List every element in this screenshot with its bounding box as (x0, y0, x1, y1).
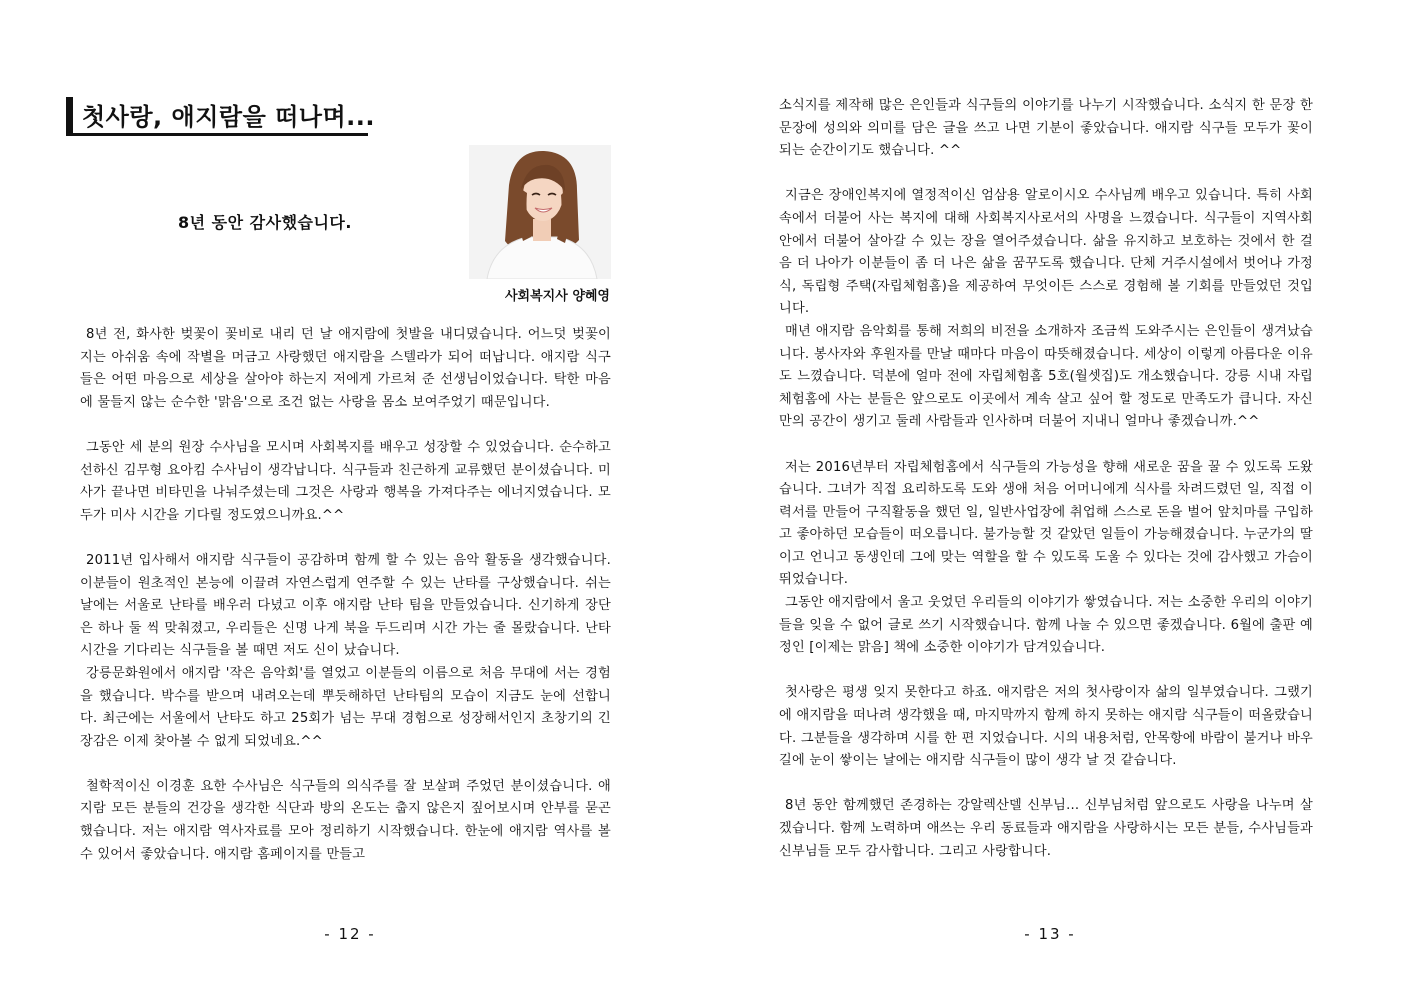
author-caption: 사회복지사 양혜영 (505, 289, 610, 304)
page-number: - 12 - (324, 925, 376, 943)
paragraph: 철학적이신 이경훈 요한 수사님은 식구들의 의식주를 잘 보살펴 주었던 분이셨습니다. 애지람 모든 분들의 건강을 생각한 식단과 방의 온도는 춥지 않은지 짚어보시며 안부를 묻곤 했습니다. 저는 애지람 역사자료를 모아 정리하기 시작했습니다. 한눈에 애지람 역사를 볼 수 있어서 좋았습니다. 애지람 홈페이지를 만들고 (80, 778, 611, 862)
paragraph: 매년 애지람 음악회를 통해 저희의 비전을 소개하자 조금씩 도와주시는 은인들이 생겨났습니다. 봉사자와 후원자를 만날 때마다 마음이 따뜻해졌습니다. 세상이 이렇게 아름다운 이유도 느꼈습니다. 덕분에 얼마 전에 자립체험홈 5호(월셋집)도 개소했습니다. 강릉 시내 자립체험홈에 사는 분들은 앞으로도 이곳에서 계속 살고 싶어 할 정도로 만족도가 큽니다. 자신만의 공간이 생기고 둘레 사람들과 인사하며 더불어 지내니 얼마나 좋겠습니까.^^ (779, 323, 1313, 430)
paragraph: 첫사랑은 평생 잊지 못한다고 하죠. 애지람은 저의 첫사랑이자 삶의 일부였습니다. 그랬기에 애지람을 떠나려 생각했을 때, 마지막까지 함께 하지 못하는 애지람 식구들이 떠올랐습니다. 그분들을 생각하며 시를 한 편 지었습니다. 시의 내용처럼, 안목항에 바람이 불거나 바우길에 눈이 쌓이는 날에는 애지람 식구들이 많이 생각 날 것 같습니다. (779, 685, 1313, 769)
page-number: - 13 - (1024, 925, 1076, 943)
right-body-text (779, 95, 1313, 863)
paragraph: 8년 전, 화사한 벚꽃이 꽃비로 내리 던 날 애지람에 첫발을 내디뎠습니다. 어느덧 벚꽃이 지는 아쉬움 속에 작별을 머금고 사랑했던 애지람을 스텔라가 되어 떠납니다. 애지람 식구들은 어떤 마음으로 세상을 살아야 하는지 저에게 가르쳐 준 선생님이었습니다. 탁한 마음에 물들지 않는 순수한 '맑음'으로 조건 없는 사랑을 몸소 보여주었기 때문입니다. (80, 327, 611, 410)
paragraph: 그동안 애지람에서 울고 웃었던 우리들의 이야기가 쌓였습니다. 저는 소중한 우리의 이야기들을 잊을 수 없어 글로 쓰기 시작했습니다. 함께 나눌 수 있으면 좋겠습니다. 6월에 출판 예정인 [이제는 맑음] 책에 소중한 이야기가 담겨있습니다. (779, 595, 1313, 656)
title-accent-bar (66, 97, 73, 135)
right-page (700, 0, 1403, 992)
author-photo (469, 145, 611, 279)
paragraph: 저는 2016년부터 자립체험홈에서 식구들의 가능성을 향해 새로운 꿈을 꿀 수 있도록 도왔습니다. 그녀가 직접 요리하도록 도와 생애 처음 어머니에게 식사를 차려드렸던 일, 직접 이력서를 만들어 구직활동을 했던 일, 일반사업장에 취업해 스스로 돈을 벌어 앞치마를 구입하고 좋아하던 모습들이 떠오릅니다. 불가능할 것 같았던 일들이 가능해졌습니다. 누군가의 딸이고 언니고 동생인데 그에 맞는 역할을 할 수 있도록 도울 수 있다는 것에 감사했고 가슴이 뛰었습니다. (779, 459, 1313, 588)
paragraph: 그동안 세 분의 원장 수사님을 모시며 사회복지를 배우고 성장할 수 있었습니다. 순수하고 선하신 김무형 요아킴 수사님이 생각납니다. 식구들과 친근하게 교류했던 분이셨습니다. 미사가 끝나면 비타민을 나눠주셨는데 그것은 사랑과 행복을 가져다주는 에너지였습니다. 모두가 미사 시간을 기다릴 정도였으니까요.^^ (80, 439, 611, 523)
paragraph: 소식지를 제작해 많은 은인들과 식구들의 이야기를 나누기 시작했습니다. 소식지 한 문장 한 문장에 성의와 의미를 담은 글을 쓰고 나면 기분이 좋았습니다. 애지람 식구들 모두가 꽃이 되는 순간이기도 했습니다. ^^ (779, 98, 1313, 159)
author-portrait-image (469, 145, 611, 279)
article-subtitle: 8년 동안 감사했습니다. (178, 213, 352, 232)
paragraph: 강릉문화원에서 애지람 '작은 음악회'를 열었고 이분들의 이름으로 처음 무대에 서는 경험을 했습니다. 박수를 받으며 내려오는데 뿌듯해하던 난타팀의 모습이 지금도 눈에 선합니다. 최근에는 서울에서 난타도 하고 25회가 넘는 무대 경험으로 성장해서인지 초창기의 긴장감은 이제 찾아볼 수 없게 되었네요.^^ (80, 665, 611, 749)
left-body-text (80, 324, 611, 866)
paragraph: 8년 동안 함께했던 존경하는 강알렉산델 신부님... 신부님처럼 앞으로도 사랑을 나누며 살겠습니다. 함께 노력하며 애쓰는 우리 동료들과 애지람을 사랑하시는 모든 분들, 수사님들과 신부님들 모두 감사합니다. 그리고 사랑합니다. (779, 798, 1313, 859)
paragraph: 지금은 장애인복지에 열정적이신 엄삼용 알로이시오 수사님께 배우고 있습니다. 특히 사회 속에서 더불어 사는 복지에 대해 사회복지사로서의 사명을 느꼈습니다. 식구들이 지역사회 안에서 더불어 살아갈 수 있는 장을 열어주셨습니다. 삶을 유지하고 보호하는 것에서 한 걸음 더 나아가 이분들이 좀 더 나은 삶을 꿈꾸도록 했습니다. 단체 거주시설에서 벗어나 가정식, 독립형 주택(자립체험홈)을 제공하여 무엇이든 스스로 경험해 볼 기회를 만들었던 것입니다. (779, 188, 1313, 317)
paragraph: 2011년 입사해서 애지람 식구들이 공감하며 함께 할 수 있는 음악 활동을 생각했습니다. 이분들이 원초적인 본능에 이끌려 자연스럽게 연주할 수 있는 난타를 구상했습니다. 쉬는 날에는 서울로 난타를 배우러 다녔고 이후 애지람 난타 팀을 만들었습니다. 신기하게 장단은 하나 둘 씩 맞춰졌고, 우리들은 신명 나게 북을 두드리며 시간 가는 줄 몰랐습니다. 난타 시간을 기다리는 식구들을 볼 때면 저도 신이 났습니다. (80, 552, 611, 659)
article-title: 첫사랑, 애지람을 떠나며... (82, 103, 376, 131)
left-page (0, 0, 700, 992)
article-title-block (66, 95, 376, 136)
